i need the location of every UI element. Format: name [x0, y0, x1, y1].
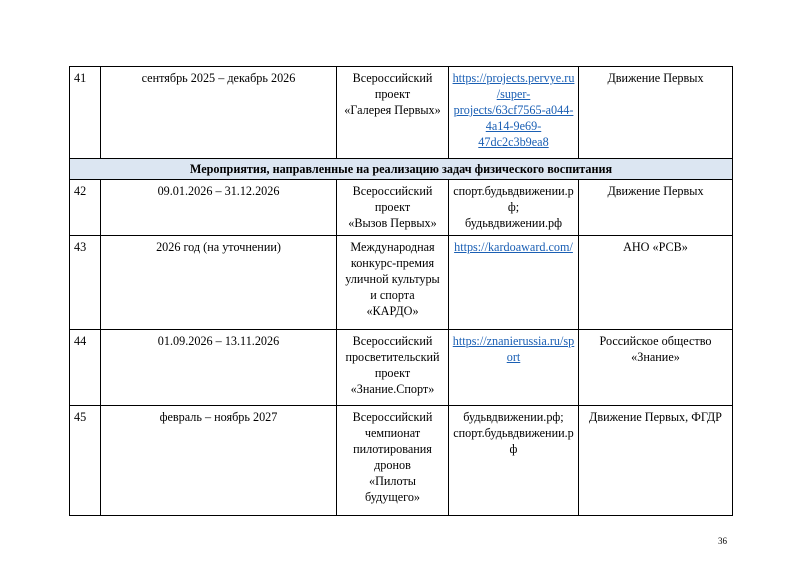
event-date: февраль – ноябрь 2027	[101, 406, 337, 516]
event-site: спорт.будьвдвижении.рф; будьвдвижении.рф	[449, 180, 579, 236]
section-header-row	[70, 159, 733, 180]
event-link[interactable]: https://kardoaward.com/	[449, 236, 579, 330]
row-number: 45	[70, 406, 101, 516]
row-number: 44	[70, 330, 101, 406]
table-row	[70, 236, 733, 330]
table-row	[70, 406, 733, 516]
event-link[interactable]: https://znanierussia.ru/sport	[449, 330, 579, 406]
event-name: Всероссийский проект «Вызов Первых»	[337, 180, 449, 236]
event-name: Всероссийский проект «Галерея Первых»	[337, 67, 449, 159]
table-row	[70, 67, 733, 159]
event-date: 09.01.2026 – 31.12.2026	[101, 180, 337, 236]
table-row	[70, 330, 733, 406]
event-name: Всероссийский чемпионат пилотирования дронов «Пилоты будущего»	[337, 406, 449, 516]
section-title: Мероприятия, направленные на реализацию задач физического воспитания	[70, 159, 733, 180]
event-organizer: Движение Первых	[579, 180, 733, 236]
events-table	[69, 66, 733, 516]
event-name: Всероссийский просветительский проект «Знание.Спорт»	[337, 330, 449, 406]
row-number: 42	[70, 180, 101, 236]
event-link[interactable]: https://projects.pervye.ru/super-projects/63cf7565-a044-4a14-9e69-47dc2c3b9ea8	[449, 67, 579, 159]
event-organizer: Движение Первых	[579, 67, 733, 159]
event-date: сентябрь 2025 – декабрь 2026	[101, 67, 337, 159]
row-number: 41	[70, 67, 101, 159]
event-date: 2026 год (на уточнении)	[101, 236, 337, 330]
page-number: 36	[718, 536, 727, 546]
event-organizer: Российское общество «Знание»	[579, 330, 733, 406]
event-name: Международная конкурс-премия уличной культуры и спорта «КАРДО»	[337, 236, 449, 330]
event-date: 01.09.2026 – 13.11.2026	[101, 330, 337, 406]
row-number: 43	[70, 236, 101, 330]
event-organizer: Движение Первых, ФГДР	[579, 406, 733, 516]
event-organizer: АНО «РСВ»	[579, 236, 733, 330]
event-site: будьвдвижении.рф; спорт.будьвдвижении.рф	[449, 406, 579, 516]
table-row	[70, 180, 733, 236]
